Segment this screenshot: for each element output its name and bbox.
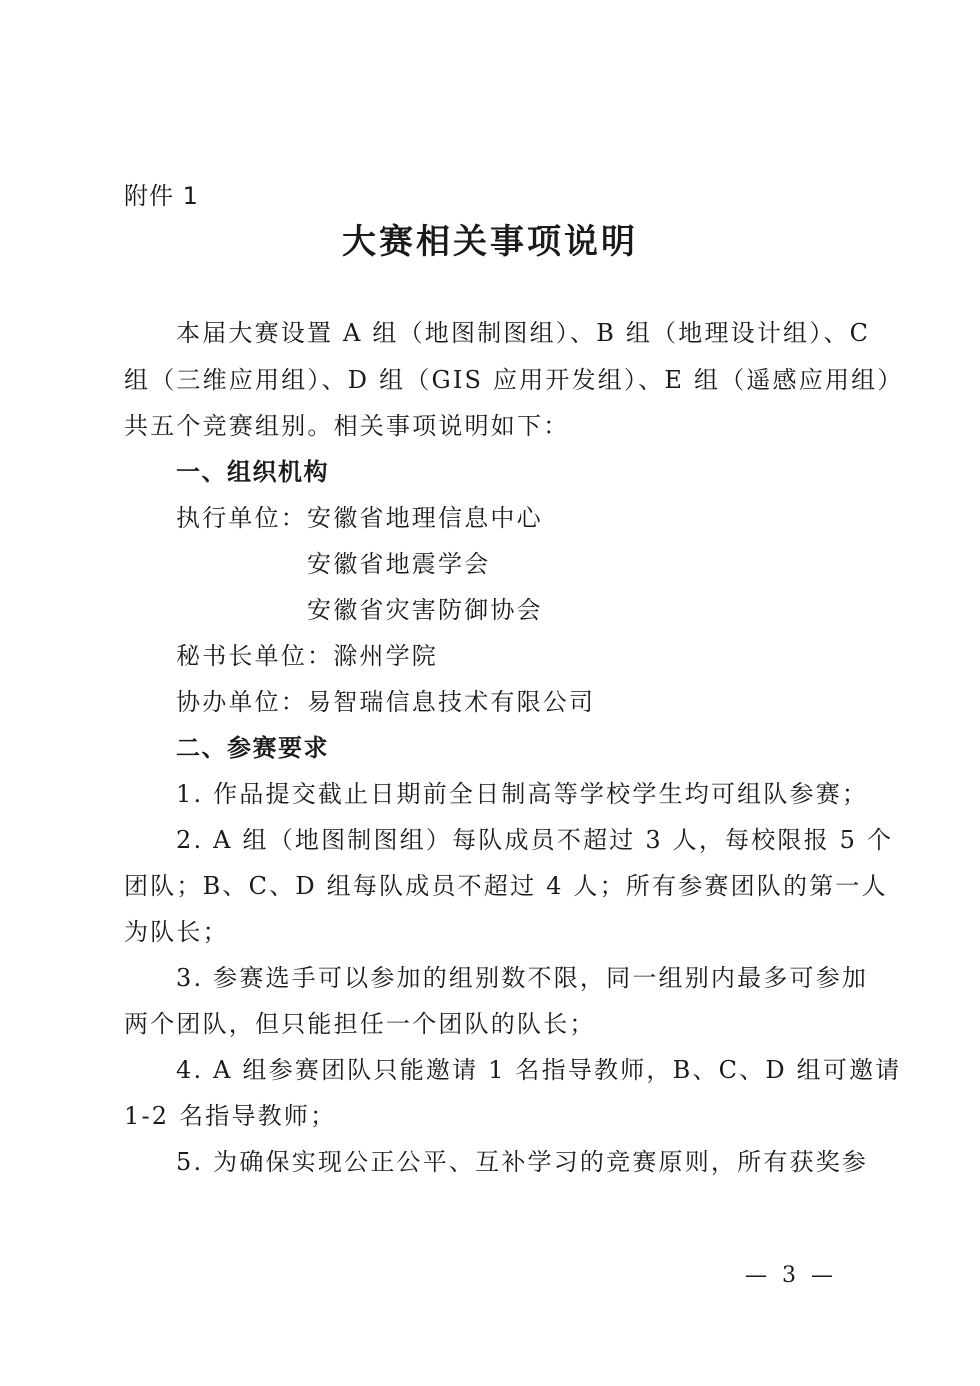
secretary-unit: 秘书长单位：滁州学院 — [176, 642, 438, 670]
exec-unit-label: 执行单位： — [176, 504, 307, 532]
section-heading-organization: 一、组织机构 — [176, 458, 329, 486]
requirement-line-9: 5. 为确保实现公正公平、互补学习的竞赛原则，所有获奖参 — [176, 1148, 869, 1176]
assist-unit: 协办单位：易智瑞信息技术有限公司 — [176, 688, 596, 716]
requirement-line-4: 为队长； — [124, 918, 229, 946]
requirement-line-6: 两个团队，但只能担任一个团队的队长； — [124, 1010, 596, 1038]
requirement-line-5: 3. 参赛选手可以参加的组别数不限，同一组别内最多可参加 — [176, 964, 869, 992]
intro-line-3: 共五个竞赛组别。相关事项说明如下： — [124, 412, 570, 440]
exec-unit-1: 安徽省地理信息中心 — [307, 504, 543, 532]
requirement-line-1: 1. 作品提交截止日期前全日制高等学校学生均可组队参赛； — [176, 780, 869, 808]
requirement-line-7: 4. A 组参赛团队只能邀请 1 名指导教师，B、C、D 组可邀请 — [176, 1056, 902, 1084]
page-number: — 3 — — [745, 1263, 837, 1288]
section-heading-requirements: 二、参赛要求 — [176, 734, 329, 762]
exec-unit-3: 安徽省灾害防御协会 — [307, 596, 543, 624]
exec-unit-2: 安徽省地震学会 — [307, 550, 491, 578]
attachment-label: 附件 1 — [124, 182, 199, 210]
requirement-line-3: 团队；B、C、D 组每队成员不超过 4 人；所有参赛团队的第一人 — [124, 872, 888, 900]
requirement-line-2: 2. A 组（地图制图组）每队成员不超过 3 人，每校限报 5 个 — [176, 826, 894, 854]
intro-line-2: 组（三维应用组）、D 组（GIS 应用开发组）、E 组（遥感应用组） — [124, 366, 904, 394]
requirement-line-8: 1-2 名指导教师； — [124, 1102, 337, 1130]
document-title: 大赛相关事项说明 — [342, 222, 638, 262]
intro-line-1: 本届大赛设置 A 组（地图制图组）、B 组（地理设计组）、C — [176, 319, 871, 347]
